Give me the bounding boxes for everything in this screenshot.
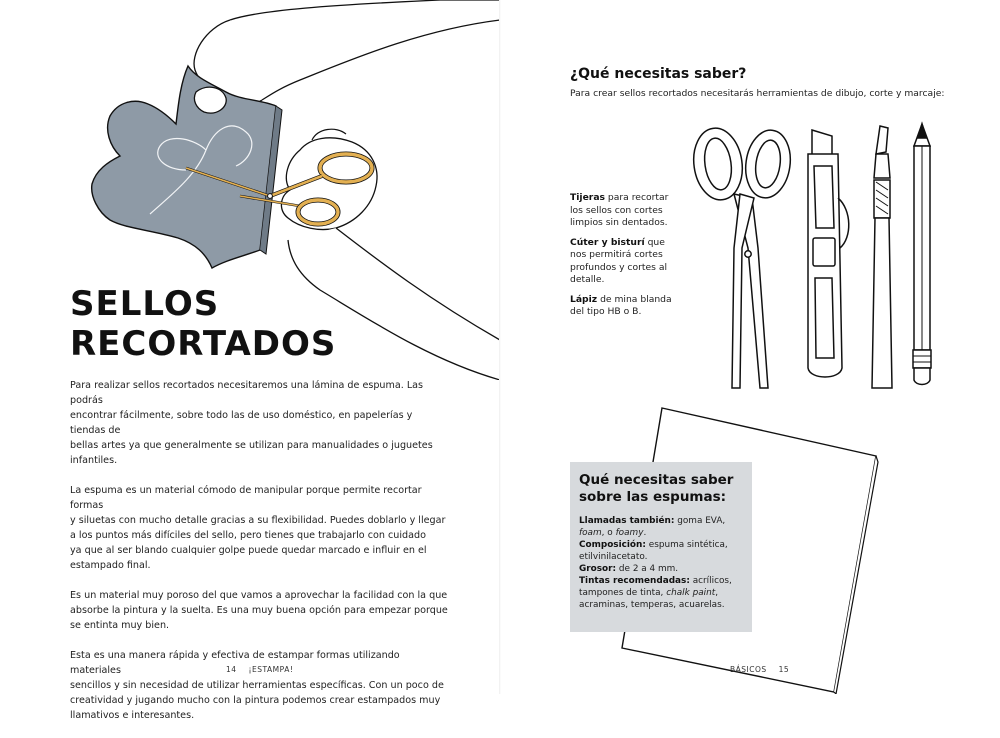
tool-name: Lápiz	[570, 293, 598, 305]
right-running-head: BÁSICOS	[730, 665, 767, 674]
aka-prefix: goma EVA,	[677, 516, 726, 526]
tool-name: Cúter y bisturí	[570, 236, 645, 248]
aka-label: Llamadas también:	[579, 516, 675, 526]
section-subtitle: Para crear sellos recortados necesitarás herramientas de dibujo, corte y marcaje:	[570, 88, 945, 99]
aka-o: o	[607, 528, 613, 538]
thickness-value: de 2 a 4 mm.	[618, 564, 679, 574]
left-running-head: ¡ESTAMPA!	[248, 665, 294, 674]
aka-foamy: foamy	[615, 528, 644, 538]
foam-aka-row	[579, 515, 743, 539]
aka-end: .	[643, 528, 647, 538]
vertical-scissors-icon	[689, 125, 794, 388]
paragraph: Para realizar sellos recortados necesitaremos una lámina de espuma. Las podrás encontrar fácilmente, sobre todo las de uso doméstico, en papelerías y tiendas de bellas artes ya que generalmente se utilizan para manualidades o juguetes infantiles.	[70, 380, 433, 466]
tool-descriptions	[570, 192, 680, 326]
foam-card-title: Qué necesitas saber sobre las espumas:	[579, 472, 734, 505]
right-folio	[730, 665, 789, 674]
composition-value: espuma sintética, etilvinilacetato.	[579, 540, 728, 562]
tool-note-cutter	[570, 237, 680, 287]
tool-desc: de mina blanda del tipo HB o B.	[570, 293, 672, 317]
tool-note-scissors	[570, 192, 680, 230]
composition-label: Composición:	[579, 540, 646, 550]
foam-inks-row	[579, 575, 743, 611]
right-page-number: 15	[778, 665, 790, 674]
cutter-icon	[808, 130, 849, 377]
foam-thickness-row	[579, 563, 743, 575]
pencil-icon	[913, 124, 931, 385]
inks-prefix: acrílicos, tampones de tinta,	[579, 576, 732, 598]
title-line-2: RECORTADOS	[70, 324, 337, 364]
inks-end: , acraminas, temperas, acuarelas.	[579, 588, 725, 610]
aka-mid: ,	[601, 528, 605, 538]
paragraph: La espuma es un material cómodo de manipular porque permite recortar formas y siluetas con mucho detalle gracias a su flexibilidad. Puedes doblarlo y llegar a los puntos más difíciles del sello, pero tienes que trabajarlo con cuidado ya que al ser blando cualquier golpe puede quedar marcado e influir en el estampado final.	[70, 485, 446, 571]
scalpel-icon	[872, 126, 892, 388]
section-title: ¿Qué necesitas saber?	[570, 66, 747, 82]
foam-composition-row	[579, 539, 743, 563]
tool-name: Tijeras	[570, 192, 605, 203]
paragraph: Es un material muy poroso del que vamos a aprovechar la facilidad con la que absorbe la pintura y la suelta. Es una muy buena opción para empezar porque se entinta muy bien.	[70, 590, 448, 631]
inks-label: Tintas recomendadas:	[579, 576, 690, 586]
inks-chalk: chalk paint	[666, 588, 716, 598]
paragraph: Esta es una manera rápida y efectiva de estampar formas utilizando materiales sencillos y sin necesidad de utilizar herramientas específicas. Con un poco de creatividad y jugando mucho con la pintura podemos crear estampados muy llamativos e interesantes.	[70, 650, 444, 721]
tool-desc: que nos permitirá cortes profundos y cortes al detalle.	[570, 236, 668, 285]
left-page-number: 14	[226, 665, 237, 674]
thickness-label: Grosor:	[579, 564, 617, 574]
foam-info-card	[570, 462, 752, 632]
title-line-1: SELLOS	[70, 284, 220, 324]
tool-desc: para recortar los sellos con cortes limpios sin dentados.	[570, 192, 669, 228]
tool-note-pencil	[570, 294, 680, 319]
tools-illustration	[682, 118, 962, 398]
aka-foam: foam	[579, 528, 602, 538]
